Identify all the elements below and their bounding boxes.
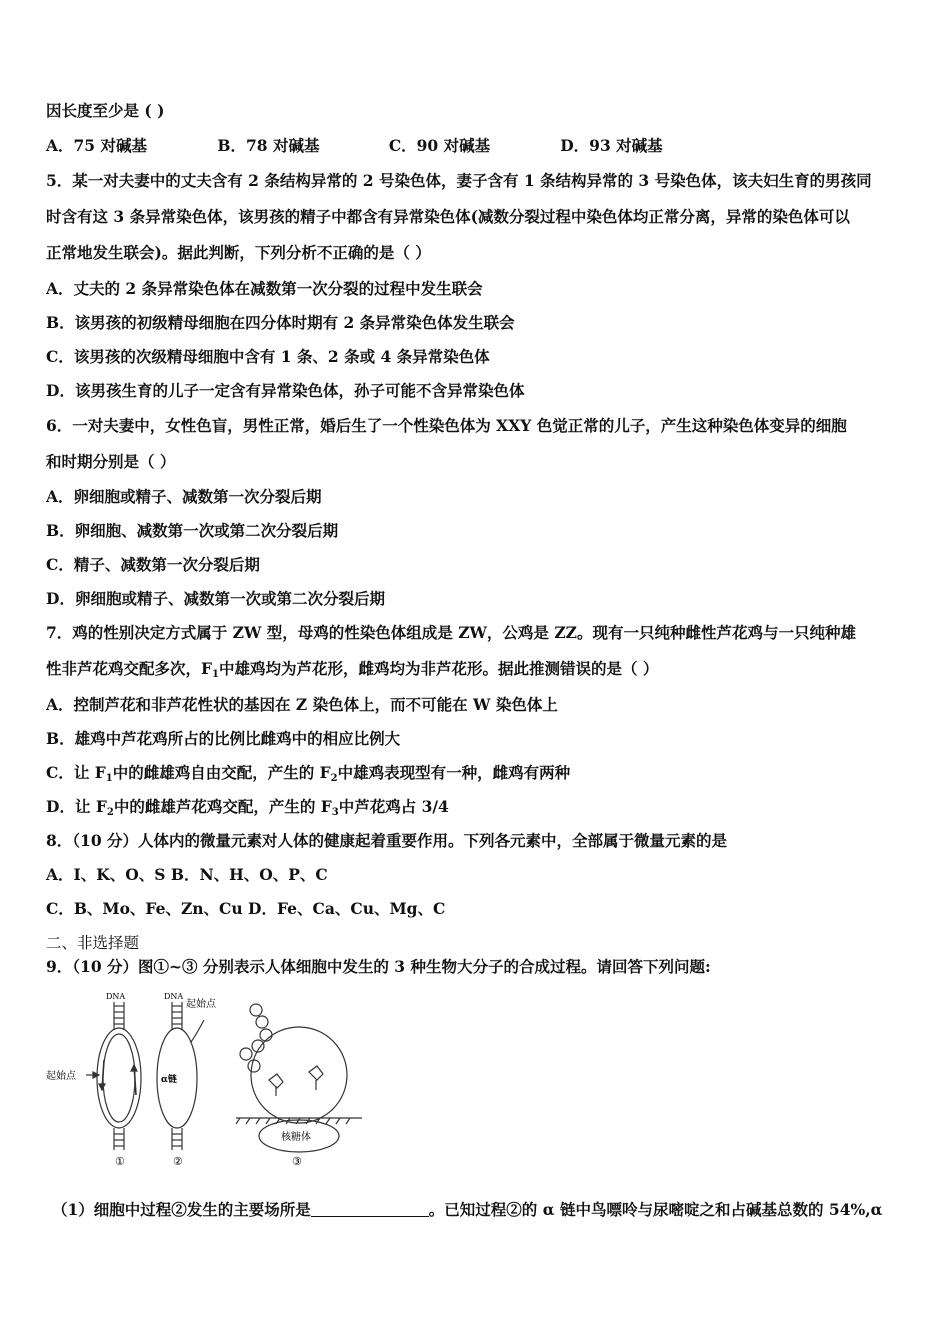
q5-stem-line3: 正常地发生联会)。据此判断，下列分析不正确的是（ ） [46, 243, 431, 262]
q4-stem-tail: 因长度至少是 ( ) [46, 101, 165, 120]
q7-option-a[interactable]: A．控制芦花和非芦花性状的基因在 Z 染色体上，而不可能在 W 染色体上 [46, 695, 558, 714]
origin-label-left: 起始点 [46, 1071, 76, 1082]
q7-option-d[interactable]: D．让 $F_2$中的雌雄芦花鸡交配，产生的 $F_3$中芦花鸡占 3/4 [46, 797, 449, 818]
q4-options [46, 135, 910, 157]
q8-options-cd[interactable]: C．B、Mo、Fe、Zn、Cu D．Fe、Ca、Cu、Mg、C [46, 899, 446, 918]
dna-label-2: DNA [164, 992, 184, 1001]
q4-option-a[interactable]: A．75 对碱基 [46, 136, 147, 155]
q6-option-d[interactable]: D．卵细胞或精子、减数第一次或第二次分裂后期 [46, 589, 385, 608]
q5-stem-line1: 5．某一对夫妻中的丈夫含有 2 条结构异常的 2 号染色体，妻子含有 1 条结构异常的 3 号染色体，该夫妇生育的男孩同 [46, 171, 872, 190]
q5-option-d[interactable]: D．该男孩生育的儿子一定含有异常染色体，孙子可能不含异常染色体 [46, 381, 525, 400]
q5-option-b[interactable]: B．该男孩的初级精母细胞在四分体时期有 2 条异常染色体发生联会 [46, 313, 515, 332]
q4-option-b[interactable]: B．78 对碱基 [217, 136, 320, 155]
synthesis-figure [44, 990, 374, 1170]
q5-stem-line2: 时含有这 3 条异常染色体，该男孩的精子中都含有异常染色体(减数分裂过程中染色体均正常分离，异常的染色体可以 [46, 207, 850, 226]
figure-number-1: ① [115, 1155, 125, 1168]
q6-option-c[interactable]: C．精子、减数第一次分裂后期 [46, 555, 260, 574]
q6-option-a[interactable]: A．卵细胞或精子、减数第一次分裂后期 [46, 487, 322, 506]
synthesis-diagram [44, 990, 374, 1170]
q7-option-c[interactable]: C．让 $F_1$中的雌雄鸡自由交配，产生的 $F_2$中雄鸡表现型有一种，雌鸡有两种 [46, 763, 571, 784]
q8-options-ab[interactable]: A．I、K、O、S B．N、H、O、P、C [46, 865, 328, 884]
ribosome-label: 核糖体 [281, 1132, 311, 1143]
origin-label-top: 起始点 [186, 999, 216, 1010]
section-heading: 二、非选择题 [46, 934, 140, 952]
q5-option-a[interactable]: A．丈夫的 2 条异常染色体在减数第一次分裂的过程中发生联会 [46, 279, 483, 298]
q7-stem-line2: 性非芦花鸡交配多次，$F_1$中雄鸡均为芦花形，雌鸡均为非芦花形。据此推测错误的是（ ） [46, 659, 659, 680]
q9-subquestion-1: （1）细胞中过程②发生的主要场所是 。已知过程②的 α 链中鸟嘌呤与尿嘧啶之和占碱基总数的 54%,α [52, 1200, 883, 1219]
q6-stem-line1: 6．一对夫妻中，女性色盲，男性正常，婚后生了一个性染色体为 XXY 色觉正常的儿子，产生这种染色体变异的细胞 [46, 416, 847, 435]
q8-stem: 8．（10 分）人体内的微量元素对人体的健康起着重要作用。下列各元素中，全部属于微量元素的是 [46, 831, 728, 850]
q6-stem-line2: 和时期分别是（ ） [46, 452, 176, 471]
dna-replication-diagram [86, 1002, 141, 1150]
q9-stem: 9．（10 分）图①~③ 分别表示人体细胞中发生的 3 种生物大分子的合成过程。请回答下列问题: [46, 957, 711, 976]
figure-number-2: ② [173, 1155, 183, 1168]
alpha-chain-label: α链 [161, 1075, 177, 1085]
q4-option-c[interactable]: C．90 对碱基 [388, 136, 491, 155]
q7-option-b[interactable]: B．雄鸡中芦花鸡所占的比例比雌鸡中的相应比例大 [46, 729, 401, 748]
answer-blank[interactable] [311, 1200, 429, 1217]
q4-option-d[interactable]: D．93 对碱基 [560, 136, 663, 155]
figure-number-3: ③ [292, 1155, 302, 1168]
dna-label-1: DNA [106, 992, 126, 1001]
q6-option-b[interactable]: B．卵细胞、减数第一次或第二次分裂后期 [46, 521, 339, 540]
q5-option-c[interactable]: C．该男孩的次级精母细胞中含有 1 条、2 条或 4 条异常染色体 [46, 347, 490, 366]
q7-stem-line1: 7．鸡的性别决定方式属于 ZW 型，母鸡的性染色体组成是 ZW，公鸡是 ZZ。现有一只纯种雌性芦花鸡与一只纯种雄 [46, 623, 856, 642]
translation-diagram [236, 1004, 362, 1152]
